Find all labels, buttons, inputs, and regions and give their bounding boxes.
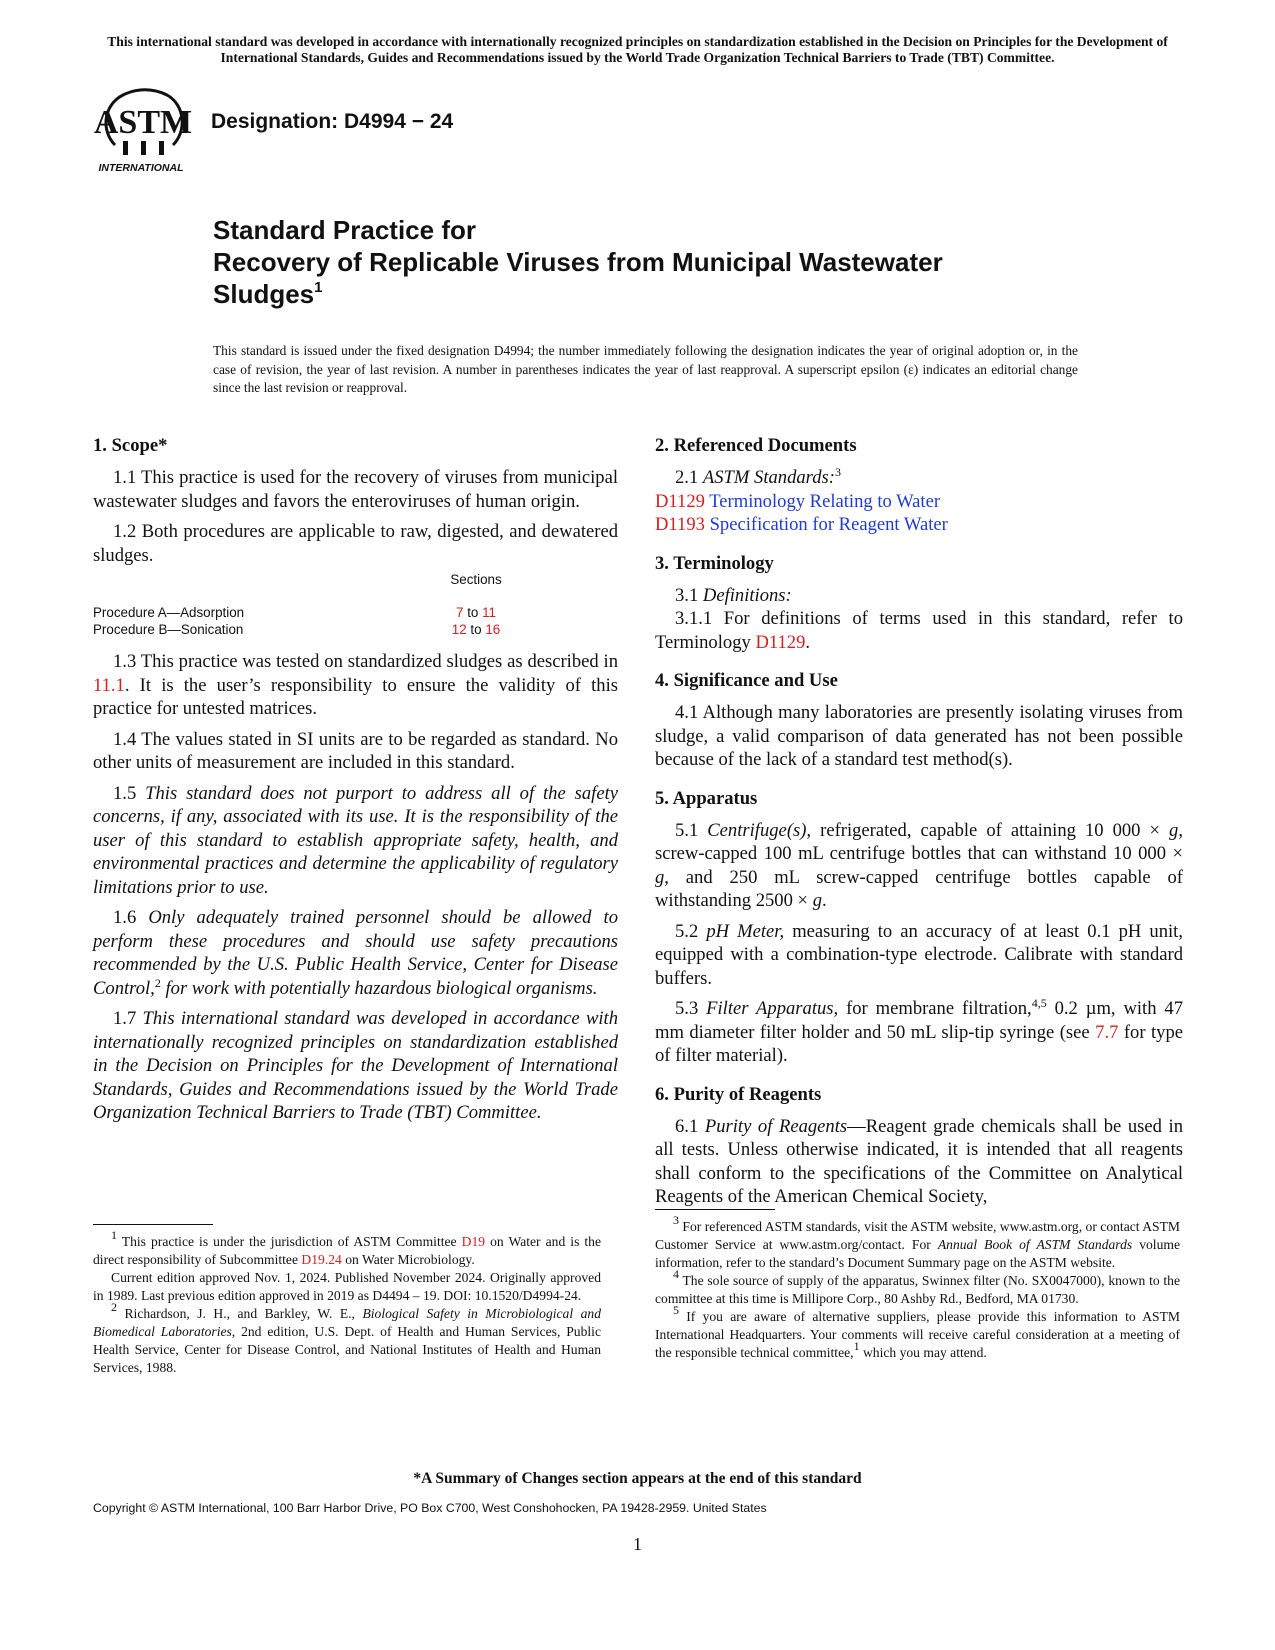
link-d1129[interactable]: D1129 [755,631,806,653]
ref-title[interactable]: Specification for Reagent Water [709,514,948,535]
section-link[interactable]: 11 [482,605,496,620]
sections-header: Sections [450,572,502,587]
para-num: 1.6 [113,907,149,928]
para-1-4: 1.4 The values stated in SI units are to be regarded as standard. No other units of measurement are included in this standard. [93,728,618,773]
right-column [655,435,1183,1216]
para-text: 0.2 µm, with 47 mm diameter filter holder and 50 mL slip-tip syringe (see [655,998,1184,1043]
significance-heading: 4. Significance and Use [655,670,838,691]
footnote-text: The sole source of supply of the apparatus, Swinnex filter (No. SX0047000), known to the committee at this time is Millipore Corp., 80 Ashby Rd., Bedford, MA 01730. [655,1273,1180,1306]
para-5-2 [655,920,1183,991]
title-line-2: Recovery of Replicable Viruses from Municipal Wastewater [213,247,943,277]
scope-heading: 1. Scope* [93,435,168,456]
footnote-text: , 2nd edition, U.S. Dept. of Health and Human Services, Public Health Service, Center for Disease Control, and National Institutes of Health and Human Services, 1988. [93,1324,601,1375]
para-6-1 [655,1115,1183,1209]
issue-note: This standard is issued under the fixed designation D4994; the number immediately following the designation indicates the year of original adoption or, in the case of revision, the year of last revision. A number in parentheses indicates the year of last reapproval. A superscript epsilon (ε) indicates an editorial change since the last revision or reapproval. [213,343,1078,395]
apparatus-heading: 5. Apparatus [655,787,758,809]
g-unit: g [812,890,822,911]
title-line-3: Sludges [213,279,315,309]
reference-d1129[interactable] [655,490,1183,514]
para-text: for membrane filtration, [838,998,1032,1019]
footnote-title: Biological Safety in Microbiological and Biomedical Laboratories [93,1306,601,1339]
para-text: for type of filter material). [655,1021,1184,1066]
title [213,214,1113,310]
footnote-1 [93,1228,601,1269]
footnote-text: If you are aware of alternative suppliers, please provide this information to ASTM International Headquarters. Your comments will receive careful consideration at a meeting of the responsible technical committee, [655,1309,1180,1360]
para-num: 5.1 [675,819,708,841]
footnote-3 [655,1213,1180,1272]
footnote-text: volume information, refer to the standard’s Document Summary page on the ASTM website. [655,1237,1180,1270]
para-3-1-1 [655,607,1183,654]
para-text: . [805,631,811,653]
referenced-documents-heading: 2. Referenced Documents [655,435,857,456]
logo-letters: ASTM [93,104,193,141]
para-text: for work with potentially hazardous biological organisms. [160,977,598,999]
footnote-mark: 1 [111,1228,117,1242]
footnote-1-edition: Current edition approved Nov. 1, 2024. Published November 2024. Originally approved in 1989. Last previous edition approved in 2019 as D4494 – 19. DOI: 10.1520/D4994-24. [93,1270,601,1303]
footnote-mark: 5 [673,1303,679,1317]
para-text: , and 250 mL screw-capped centrifuge bottles capable of withstanding 2500 × [655,866,1183,911]
para-5-3 [655,997,1183,1068]
para-text: refrigerated, capable of attaining 10 000 × [811,819,1170,841]
para-label: ASTM Standards: [702,467,835,488]
footnotes-left [93,1228,601,1377]
footnote-ref-1[interactable]: 1 [853,1339,860,1353]
table-row [93,621,531,638]
para-label: Definitions: [702,584,792,606]
para-text: . It is the user’s responsibility to ensure the validity of this practice for untested matrices. [93,674,618,719]
title-line-1: Standard Practice for [213,215,476,245]
ref-code[interactable]: D1193 [655,514,705,535]
procedure-name: Procedure A—Adsorption [93,605,245,620]
footnote-mark: 3 [673,1213,679,1227]
reagents-heading: 6. Purity of Reagents [655,1083,822,1105]
para-text: —Reagent grade chemicals shall be used in all tests. Unless otherwise indicated, it is intended that all reagents shall conform to the specifications of the Committee on Analytical Reagents of the American Chemical Society, [655,1115,1184,1207]
table-row [93,604,531,621]
footnote-5 [655,1303,1180,1362]
logo-subtitle: INTERNATIONAL [98,162,184,174]
footnote-ref-3[interactable]: 3 [834,465,841,479]
para-num: 1.7 [113,1008,143,1029]
footnote-rule-left [93,1224,213,1225]
footnote-mark: 2 [111,1300,117,1314]
para-text: , screw-capped 100 mL centrifuge bottles that can withstand 10 000 × [655,819,1183,864]
para-num: 2.1 [675,467,703,488]
para-1-1: 1.1 This practice is used for the recovery of viruses from municipal wastewater sludges and favors the enteroviruses of human origin. [93,467,618,512]
para-text: measuring to an accuracy of at least 0.1 pH unit, equipped with a combination-type electrode. Calibrate with standard buffers. [655,920,1183,989]
para-4-1: 4.1 Although many laboratories are presently isolating viruses from sludge, a valid comparison of data generated has not been possible because of the lack of a standard test method(s). [655,702,1183,770]
footnote-text: which you may attend. [859,1345,987,1360]
section-link[interactable]: 12 [451,622,467,637]
footnote-ref-2[interactable]: 2 [154,975,161,990]
ref-code[interactable]: D1129 [655,490,705,512]
top-notice: This international standard was developed in accordance with internationally recognized principles on standardization established in the Decision on Principles for the Development of International Standards, Guides and Recommendations issued by the World Trade Organization Technical Barriers to Trade (TBT) Committee. [107,34,1168,65]
footnote-text: This practice is under the jurisdiction of ASTM Committee [117,1234,462,1249]
para-1-3 [93,650,618,721]
title-footnote-mark[interactable]: 1 [314,279,323,296]
footnote-text: on Water and is the direct responsibility of Subcommittee [93,1234,601,1267]
section-link-11-1[interactable]: 11.1 [93,674,125,696]
range-word: to [470,622,482,637]
g-unit: g [655,866,665,888]
footnote-ref-4-5[interactable]: 4,5 [1031,996,1047,1010]
para-2-1 [655,466,1183,490]
para-text: Only adequately trained personnel should be allowed to perform these procedures and should use safety precautions recommended by the U.S. Public Health Service, Center for Disease Control, [93,907,619,999]
g-unit: g [1169,819,1179,841]
para-num: 5.2 [675,920,707,942]
para-text: 3.1.1 For definitions of terms used in this standard, refer to Terminology [655,608,1183,653]
para-text: 1.3 This practice was tested on standardized sludges as described in [113,651,618,672]
link-d19[interactable]: D19 [461,1234,486,1249]
range-word: to [467,605,479,620]
para-num: 3.1 [675,584,703,606]
para-label: pH Meter, [706,920,785,942]
copyright: Copyright © ASTM International, 100 Barr Harbor Drive, PO Box C700, West Conshohocken, PA 19428-2959. United States [93,1501,767,1515]
designation: Designation: D4994 − 24 [211,110,454,133]
footnote-2 [93,1300,601,1377]
footnotes-right [655,1213,1180,1362]
link-d19-24[interactable]: D19.24 [301,1252,342,1267]
sections-table [93,571,531,638]
para-label: Centrifuge(s), [707,819,812,841]
reference-d1193[interactable] [655,513,1183,537]
footnote-title: Annual Book of ASTM Standards [937,1237,1133,1252]
left-column [93,435,618,1132]
para-num: 1.5 [113,782,146,804]
footnote-4 [655,1267,1180,1308]
para-1-5 [93,782,618,900]
para-1-7 [93,1007,618,1125]
para-text: This international standard was developed in accordance with internationally recognized principles on standardization established in the Decision on Principles for the Development of International Standards, Guides and Recommendations issued by the World Trade Organization Technical Barriers to Trade (TBT) Committee. [93,1008,619,1123]
terminology-heading: 3. Terminology [655,552,774,574]
para-label: Purity of Reagents [704,1115,848,1137]
para-text: This standard does not purport to address all of the safety concerns, if any, associated with its use. It is the responsibility of the user of this standard to establish appropriate safety, health, and environmental practices and determine the applicability of regulatory limitations prior to use. [93,782,618,898]
astm-logo [93,83,193,177]
footnote-text: on Water Microbiology. [341,1252,475,1267]
page-number: 1 [633,1534,642,1554]
para-1-2: 1.2 Both procedures are applicable to raw, digested, and dewatered sludges. [93,521,618,566]
para-text: . [821,890,827,911]
section-link[interactable]: 16 [485,622,501,637]
para-1-6 [93,906,618,1000]
procedure-name: Procedure B—Sonication [93,622,244,637]
para-num: 6.1 [675,1115,705,1137]
summary-of-changes-note: *A Summary of Changes section appears at the end of this standard [413,1470,862,1487]
footnote-text: For referenced ASTM standards, visit the ASTM website, www.astm.org, or contact ASTM Customer Service at www.astm.org/contact. For [655,1219,1180,1252]
section-link[interactable]: 7 [456,605,464,620]
para-5-1 [655,819,1183,913]
footnote-rule-right [655,1209,775,1210]
footnote-text: Richardson, J. H., and Barkley, W. E., [117,1306,363,1321]
para-label: Filter Apparatus, [706,998,839,1019]
para-num: 5.3 [675,998,707,1019]
para-3-1 [655,584,1183,608]
footnote-mark: 4 [673,1267,679,1281]
ref-title[interactable]: Terminology Relating to Water [709,490,941,512]
section-link-7-7[interactable]: 7.7 [1095,1021,1119,1043]
